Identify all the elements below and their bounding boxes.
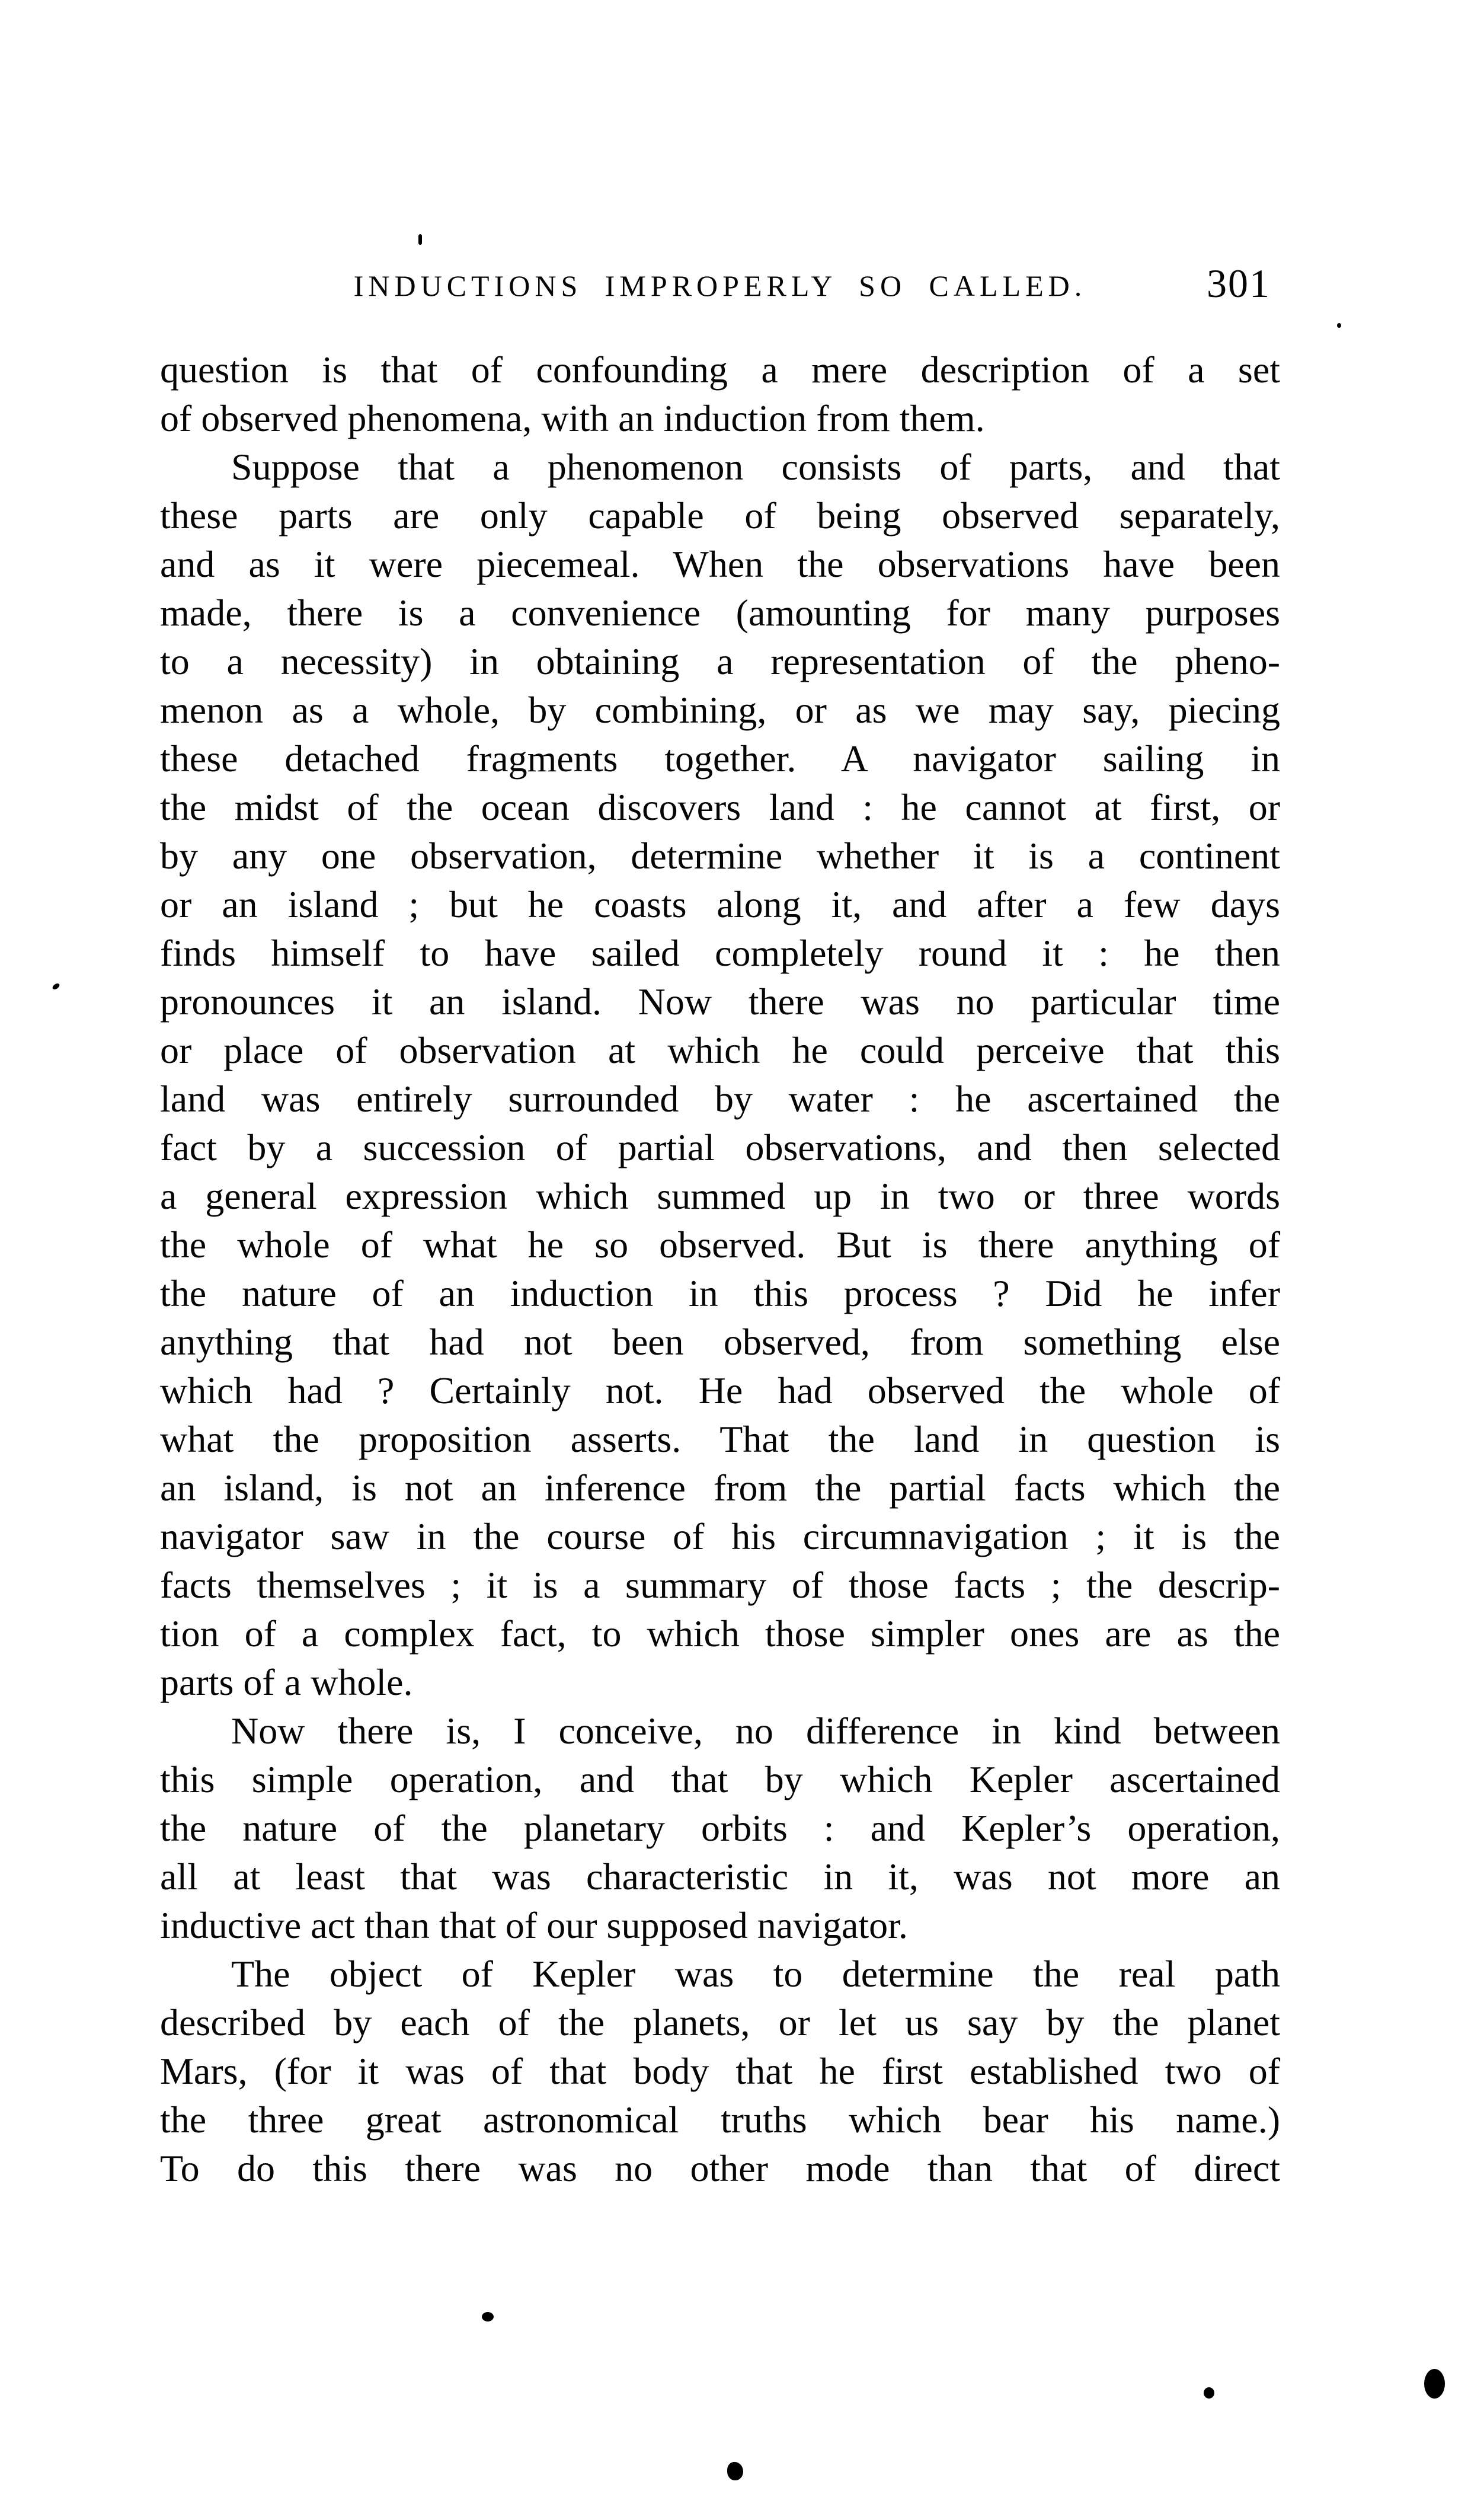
paragraph xyxy=(160,443,1280,1707)
text-line: this simple operation, and that by which Kepler ascertained xyxy=(160,1758,1280,1800)
text-line: menon as a whole, by combining, or as we may say, piecing xyxy=(160,689,1280,731)
text-line: To do this there was no other mode than that of direct xyxy=(160,2147,1280,2189)
text-line: The object of Kepler was to determine the real path xyxy=(231,1953,1280,1995)
text-line: the midst of the ocean discovers land : he cannot at first, or xyxy=(160,786,1280,828)
text-line: or an island ; but he coasts along it, and after a few days xyxy=(160,883,1280,925)
text-line: the nature of the planetary orbits : and Kepler’s operation, xyxy=(160,1807,1280,1849)
text-line: tion of a complex fact, to which those simpler ones are as the xyxy=(160,1612,1280,1655)
paragraph xyxy=(160,1707,1280,1950)
text-line: the three great astronomical truths which bear his name.) xyxy=(160,2099,1280,2141)
paragraph xyxy=(160,1950,1280,2193)
ink-speck xyxy=(482,2312,494,2321)
page-number: 301 xyxy=(1207,261,1271,306)
ink-speck xyxy=(418,234,422,245)
text-line: pronounces it an island. Now there was no particular time xyxy=(160,981,1280,1023)
text-line: finds himself to have sailed completely round it : he then xyxy=(160,932,1280,974)
body-text xyxy=(160,346,1280,2193)
running-title: INDUCTIONS IMPROPERLY SO CALLED. xyxy=(353,269,1087,302)
text-line: these detached fragments together. A navigator sailing in xyxy=(160,737,1280,780)
page-header xyxy=(160,261,1280,307)
text-line: described by each of the planets, or let us say by the planet xyxy=(160,2001,1280,2043)
text-line: the nature of an induction in this process ? Did he infer xyxy=(160,1272,1280,1314)
text-line: which had ? Certainly not. He had observed the whole of xyxy=(160,1369,1280,1412)
ink-speck xyxy=(1204,2387,1214,2399)
text-line: facts themselves ; it is a summary of those facts ; the descrip- xyxy=(160,1564,1280,1606)
text-line: an island, is not an inference from the partial facts which the xyxy=(160,1467,1280,1509)
text-line: made, there is a convenience (amounting for many purposes xyxy=(160,592,1280,634)
text-line: of observed phenomena, with an induction from them. xyxy=(160,397,985,439)
text-line: by any one observation, determine whether it is a continent xyxy=(160,835,1280,877)
ink-speck xyxy=(1337,323,1341,328)
paragraph xyxy=(160,346,1280,443)
text-line: parts of a whole. xyxy=(160,1661,413,1703)
ink-speck xyxy=(1424,2369,1445,2399)
text-line: or place of observation at which he could perceive that this xyxy=(160,1029,1280,1071)
text-line: land was entirely surrounded by water : he ascertained the xyxy=(160,1078,1280,1120)
text-line: all at least that was characteristic in it, was not more an xyxy=(160,1856,1280,1898)
text-line: what the proposition asserts. That the land in question is xyxy=(160,1418,1280,1460)
text-line: fact by a succession of partial observations, and then selected xyxy=(160,1126,1280,1168)
text-line: and as it were piecemeal. When the observations have been xyxy=(160,543,1280,585)
ink-speck xyxy=(727,2462,743,2480)
text-line: question is that of confounding a mere description of a set xyxy=(160,349,1280,391)
text-line: these parts are only capable of being observed separately, xyxy=(160,494,1280,537)
text-line: Now there is, I conceive, no difference in kind between xyxy=(231,1710,1280,1752)
text-line: Mars, (for it was of that body that he first established two of xyxy=(160,2050,1280,2092)
text-line: anything that had not been observed, from something else xyxy=(160,1321,1280,1363)
text-line: navigator saw in the course of his circumnavigation ; it is the xyxy=(160,1515,1280,1557)
text-line: Suppose that a phenomenon consists of parts, and that xyxy=(231,446,1280,488)
text-line: a general expression which summed up in two or three words xyxy=(160,1175,1280,1217)
text-line: to a necessity) in obtaining a representation of the pheno- xyxy=(160,640,1280,682)
text-line: inductive act than that of our supposed navigator. xyxy=(160,1904,908,1946)
ink-speck xyxy=(52,982,60,991)
text-line: the whole of what he so observed. But is there anything of xyxy=(160,1224,1280,1266)
